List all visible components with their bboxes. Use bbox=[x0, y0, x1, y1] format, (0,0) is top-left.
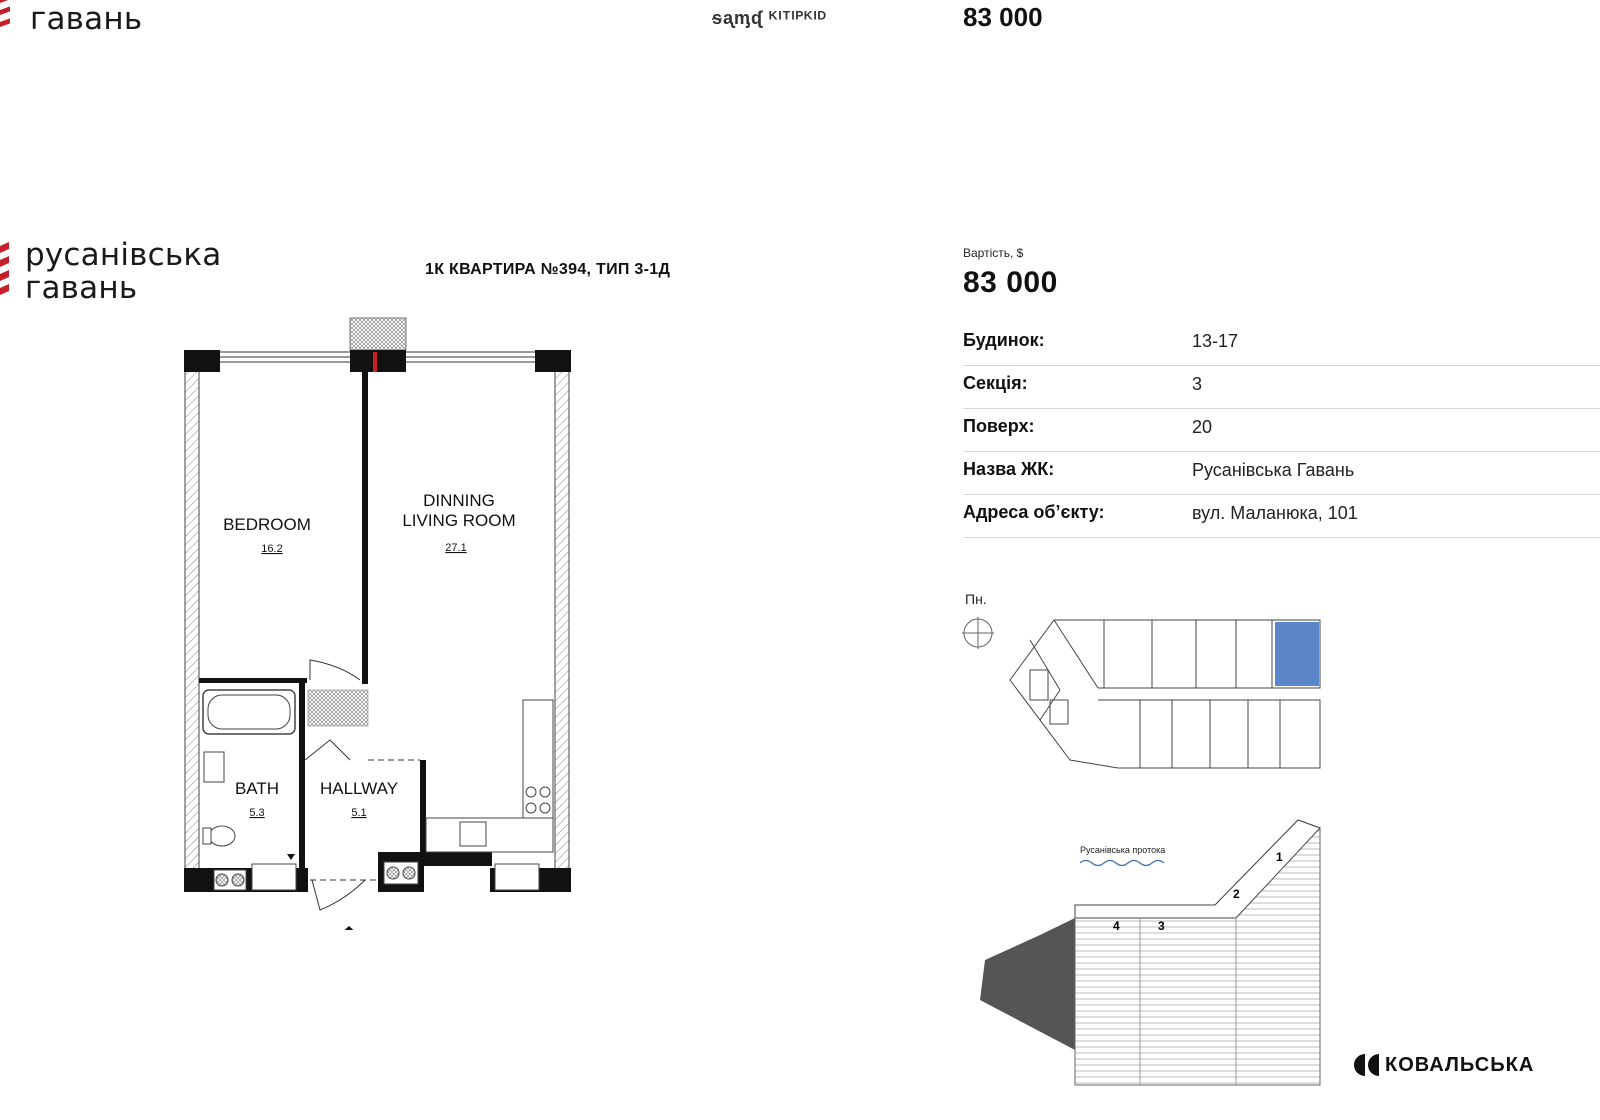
info-key: Секція: bbox=[963, 373, 1028, 393]
water-wave-icon bbox=[1080, 861, 1164, 866]
room-area-bedroom: 16.2 bbox=[261, 543, 283, 555]
info-row-building bbox=[963, 322, 1600, 366]
info-key: Будинок: bbox=[963, 330, 1045, 350]
info-row-floor bbox=[963, 408, 1600, 452]
logo-stripes-icon bbox=[0, 0, 14, 36]
room-name-bedroom: BEDROOM bbox=[223, 515, 311, 534]
water-label: Русанівська протока bbox=[1080, 845, 1166, 855]
brand-name: КОВАЛЬСЬКА bbox=[1385, 1054, 1535, 1076]
room-name-living-1: DINNING bbox=[423, 491, 495, 510]
apartment-title: 1К КВАРТИРА №394, ТИП 3-1Д bbox=[425, 261, 671, 278]
top-logo bbox=[0, 0, 240, 36]
logo-stripes-icon bbox=[0, 242, 14, 306]
info-row-complex-name bbox=[963, 451, 1600, 495]
info-value: 3 bbox=[1192, 374, 1203, 394]
logo-line2: гавань bbox=[25, 270, 138, 306]
room-name-living-2: LIVING ROOM bbox=[402, 511, 516, 530]
brand-mark-icon bbox=[1345, 1052, 1385, 1078]
entrance-arrow-icon bbox=[336, 926, 362, 930]
compass-icon bbox=[962, 617, 994, 649]
info-value: 13-17 bbox=[1192, 331, 1239, 351]
vent-grille bbox=[350, 318, 406, 350]
room-area-living: 27.1 bbox=[445, 542, 467, 554]
info-row-address bbox=[963, 494, 1600, 538]
top-garbled-text: ᵴᶏᶆᶑ ᴷᴵᵀᴵᴾᴷᴵᴰ bbox=[712, 8, 827, 28]
building-number-4: 4 bbox=[1113, 919, 1120, 933]
building-number-3: 3 bbox=[1158, 919, 1165, 933]
info-key: Поверх: bbox=[963, 416, 1035, 436]
building-number-1: 1 bbox=[1276, 850, 1283, 864]
room-name-hallway: HALLWAY bbox=[319, 779, 399, 798]
section-key-plan bbox=[960, 585, 1340, 785]
top-price: 83 000 bbox=[963, 2, 1043, 32]
building-number-2: 2 bbox=[1233, 887, 1240, 901]
price-label: Вартість, $ bbox=[963, 246, 1024, 260]
apartment-floorplan bbox=[170, 310, 590, 930]
info-value: 20 bbox=[1192, 417, 1213, 437]
room-area-bath: 5.3 bbox=[249, 807, 265, 819]
price-value: 83 000 bbox=[963, 266, 1058, 299]
room-area-hallway: 5.1 bbox=[351, 807, 367, 819]
info-value: вул. Маланюка, 101 bbox=[1192, 503, 1358, 523]
info-row-section bbox=[963, 365, 1600, 409]
info-key: Назва ЖК: bbox=[963, 459, 1055, 479]
info-key: Адреса об’єкту: bbox=[963, 502, 1105, 522]
info-value: Русанівська Гавань bbox=[1192, 460, 1355, 480]
top-logo-line2: гавань bbox=[30, 1, 143, 37]
room-name-bath: BATH bbox=[234, 779, 280, 798]
north-label: Пн. bbox=[965, 591, 987, 607]
site-plan bbox=[975, 810, 1335, 1090]
logo-line1: русанівська bbox=[25, 237, 222, 273]
selected-apartment-highlight bbox=[1275, 622, 1319, 686]
main-logo bbox=[0, 237, 240, 310]
